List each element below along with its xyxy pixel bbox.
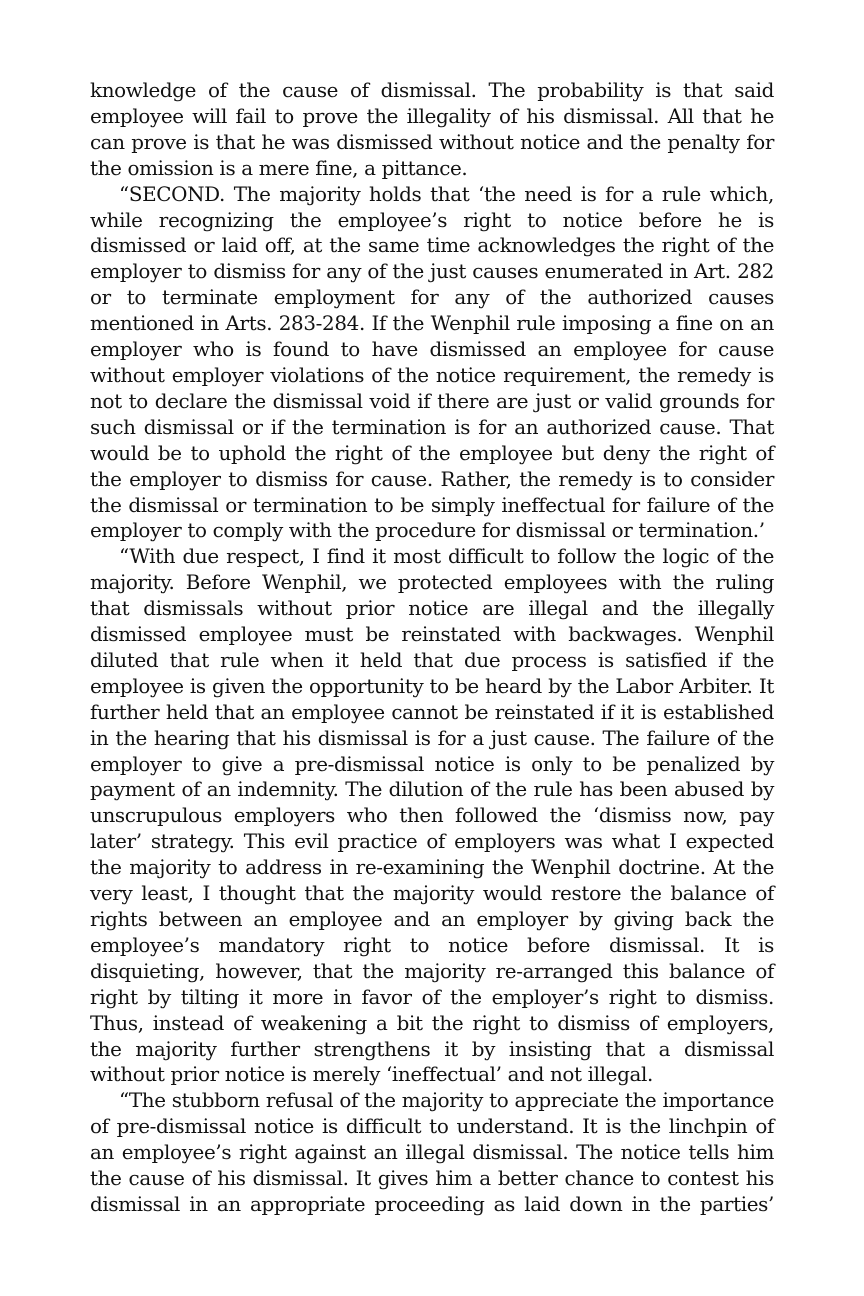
paragraph-3: “With due respect, I find it most difficult to follow the logic of the majority. Before Wenphil, we protected employees with the ruling that dismissals without prior notice are illegal and the illegally dismissed employee must be reinstated with backwages. Wenphil diluted that rule when it held that due process is satisfied if the employee is given the opportunity to be heard by the Labor Arbiter. It further held that an employee cannot be reinstated if it is established in the hearing that his dismissal is for a just cause. The failure of the employer to give a pre-dismissal notice is only to be penalized by payment of an indemnity. The dilution of the rule has been abused by unscrupulous employers who then followed the ‘dismiss now, pay later’ strategy. This evil practice of employers was what I expected the majority to address in re-examining the Wenphil doctrine. At the very least, I thought that the majority would restore the balance of rights between an employee and an employer by giving back the employee’s mandatory right to notice before dismissal. It is disquieting, however, that the majority re-arranged this balance of right by tilting it more in favor of the employer’s right to dismiss. Thus, instead of weakening a bit the right to dismiss of employers, the majority further strengthens it by insisting that a dismissal without prior notice is merely ‘ineffectual’ and not illegal.	[90, 545, 774, 1087]
paragraph-4: “The stubborn refusal of the majority to appreciate the importance of pre-dismissal notice is difficult to understand. It is the linchpin of an employee’s right against an illegal dismissal. The notice tells him the cause of his dismissal. It gives him a better chance to contest his dismissal in an appropriate proceeding as laid down in the parties’	[90, 1089, 774, 1216]
paragraph-2: “SECOND. The majority holds that ‘the need is for a rule which, while recognizing the employee’s right to notice before he is dismissed or laid off, at the same time acknowledges the right of the employer to dismiss for any of the just causes enumerated in Art. 282 or to terminate employment for any of the authorized causes mentioned in Arts. 283-284. If the Wenphil rule imposing a fine on an employer who is found to have dismissed an employee for cause without employer violations of the notice requirement, the remedy is not to declare the dismissal void if there are just or valid grounds for such dismissal or if the termination is for an authorized cause. That would be to uphold the right of the employee but deny the right of the employer to dismiss for cause. Rather, the remedy is to consider the dismissal or termination to be simply ineffectual for failure of the employer to comply with the procedure for dismissal or termination.’	[90, 182, 774, 543]
paragraph-1: knowledge of the cause of dismissal. The probability is that said employee will fail to prove the illegality of his dismissal. All that he can prove is that he was dismissed without notice and the penalty for the omission is a mere fine, a pittance.	[90, 79, 774, 180]
document-page	[90, 78, 774, 1218]
